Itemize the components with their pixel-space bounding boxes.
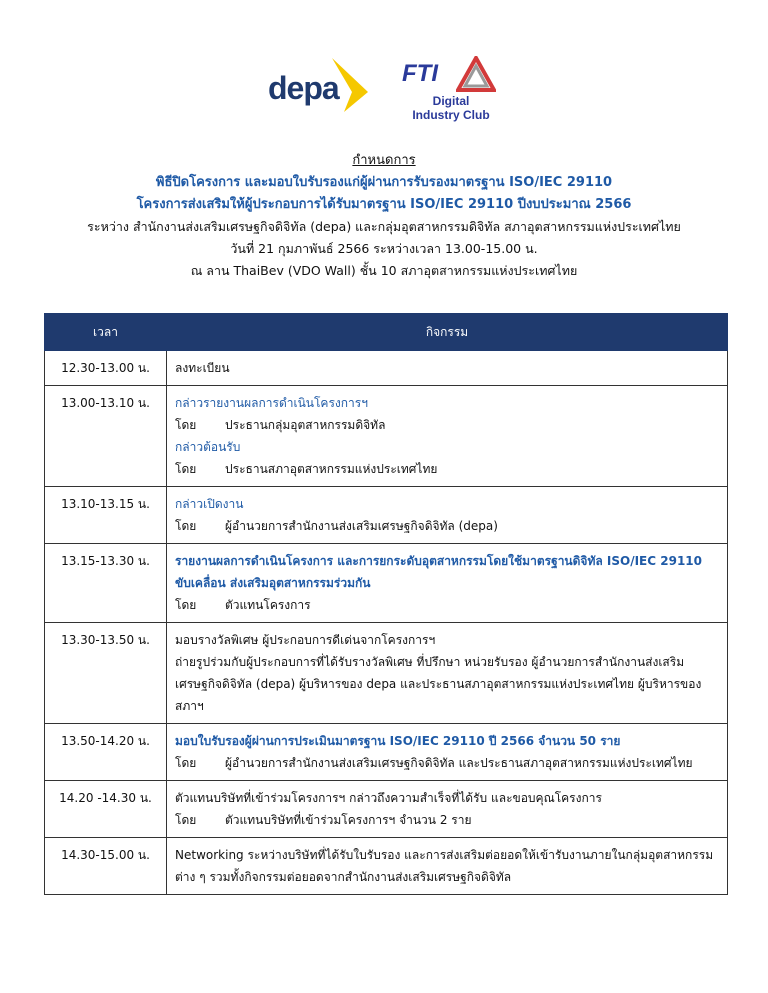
table-row	[45, 351, 728, 386]
fti-subtitle: Digital Industry Club	[412, 94, 490, 122]
time-cell: 13.15-13.30 น.	[45, 544, 167, 623]
time-cell: 13.30-13.50 น.	[45, 623, 167, 724]
project-title: โครงการส่งเสริมให้ผู้ประกอบการได้รับมาตรฐาน ISO/IEC 29110 ปีงบประมาณ 2566	[136, 197, 632, 212]
activity-cell: ตัวแทนบริษัทที่เข้าร่วมโครงการฯ กล่าวถึงความสำเร็จที่ได้รับ และขอบคุณโครงการ โดย ตัวแทนบริษัทที่เข้าร่วมโครงการฯ จำนวน 2 ราย	[167, 781, 728, 838]
activity-cell: กล่าวรายงานผลการดำเนินโครงการฯ โดย ประธานกลุ่มอุตสาหกรรมดิจิทัล กล่าวต้อนรับ โดย ประธานสภาอุตสาหกรรมแห่งประเทศไทย	[167, 386, 728, 487]
table-row	[45, 724, 728, 781]
depa-logo: depa	[268, 70, 339, 106]
table-row	[45, 544, 728, 623]
organizers-line: ระหว่าง สำนักงานส่งเสริมเศรษฐกิจดิจิทัล (depa) และกลุ่มอุตสาหกรรมดิจิทัล สภาอุตสาหกรรมแห่งประเทศไทย	[87, 219, 681, 234]
depa-arrow-icon	[330, 58, 370, 112]
activity-cell: รายงานผลการดำเนินโครงการ และการยกระดับอุตสาหกรรมโดยใช้มาตรฐานดิจิทัล ISO/IEC 29110 ขับเคลื่อน ส่งเสริมอุตสาหกรรมร่วมกัน โดย ตัวแทนโครงการ	[167, 544, 728, 623]
activity-cell: ลงทะเบียน	[167, 351, 728, 386]
time-cell: 13.10-13.15 น.	[45, 487, 167, 544]
table-row	[45, 487, 728, 544]
ceremony-title: พิธีปิดโครงการ และมอบใบรับรองแก่ผู้ผ่านการรับรองมาตรฐาน ISO/IEC 29110	[155, 175, 613, 190]
activity-cell: กล่าวเปิดงาน โดย ผู้อำนวยการสำนักงานส่งเสริมเศรษฐกิจดิจิทัล (depa)	[167, 487, 728, 544]
fti-triangle-icon	[456, 56, 496, 92]
table-row	[45, 838, 728, 895]
time-cell: 14.30-15.00 น.	[45, 838, 167, 895]
activity-cell: มอบรางวัลพิเศษ ผู้ประกอบการดีเด่นจากโครงการฯ ถ่ายรูปร่วมกับผู้ประกอบการที่ได้รับรางวัลพิเศษ ที่ปรึกษา หน่วยรับรอง ผู้อำนวยการสำนักงานส่งเสริมเศรษฐกิจดิจิทัล (depa) ผู้บริหารของ depa และประธานสภาอุตสาหกรรมแห่งประเทศไทย ผู้บริหารของสภาฯ	[167, 623, 728, 724]
page-title: กำหนดการ	[352, 153, 416, 168]
time-cell: 14.20 -14.30 น.	[45, 781, 167, 838]
table-row	[45, 386, 728, 487]
logo-bar	[0, 52, 768, 132]
activity-cell: มอบใบรับรองผู้ผ่านการประเมินมาตรฐาน ISO/IEC 29110 ปี 2566 จำนวน 50 ราย โดย ผู้อำนวยการสำนักงานส่งเสริมเศรษฐกิจดิจิทัล และประธานสภาอุตสาหกรรมแห่งประเทศไทย	[167, 724, 728, 781]
schedule-table	[44, 313, 728, 895]
activity-cell: Networking ระหว่างบริษัทที่ได้รับใบรับรอง และการส่งเสริมต่อยอดให้เข้ารับงานภายในกลุ่มอุตสาหกรรมต่าง ๆ รวมทั้งกิจกรรมต่อยอดจากสำนักงานส่งเสริมเศรษฐกิจดิจิทัล	[167, 838, 728, 895]
time-cell: 13.00-13.10 น.	[45, 386, 167, 487]
column-header-time: เวลา	[45, 314, 167, 351]
document-header	[40, 150, 728, 282]
time-cell: 12.30-13.00 น.	[45, 351, 167, 386]
date-line: วันที่ 21 กุมภาพันธ์ 2566 ระหว่างเวลา 13.00-15.00 น.	[230, 241, 538, 256]
fti-logo	[400, 56, 500, 136]
fti-wordmark: FTI	[402, 60, 438, 87]
table-row	[45, 781, 728, 838]
table-row	[45, 623, 728, 724]
venue-line: ณ ลาน ThaiBev (VDO Wall) ชั้น 10 สภาอุตสาหกรรมแห่งประเทศไทย	[190, 263, 578, 278]
time-cell: 13.50-14.20 น.	[45, 724, 167, 781]
column-header-activity: กิจกรรม	[167, 314, 728, 351]
